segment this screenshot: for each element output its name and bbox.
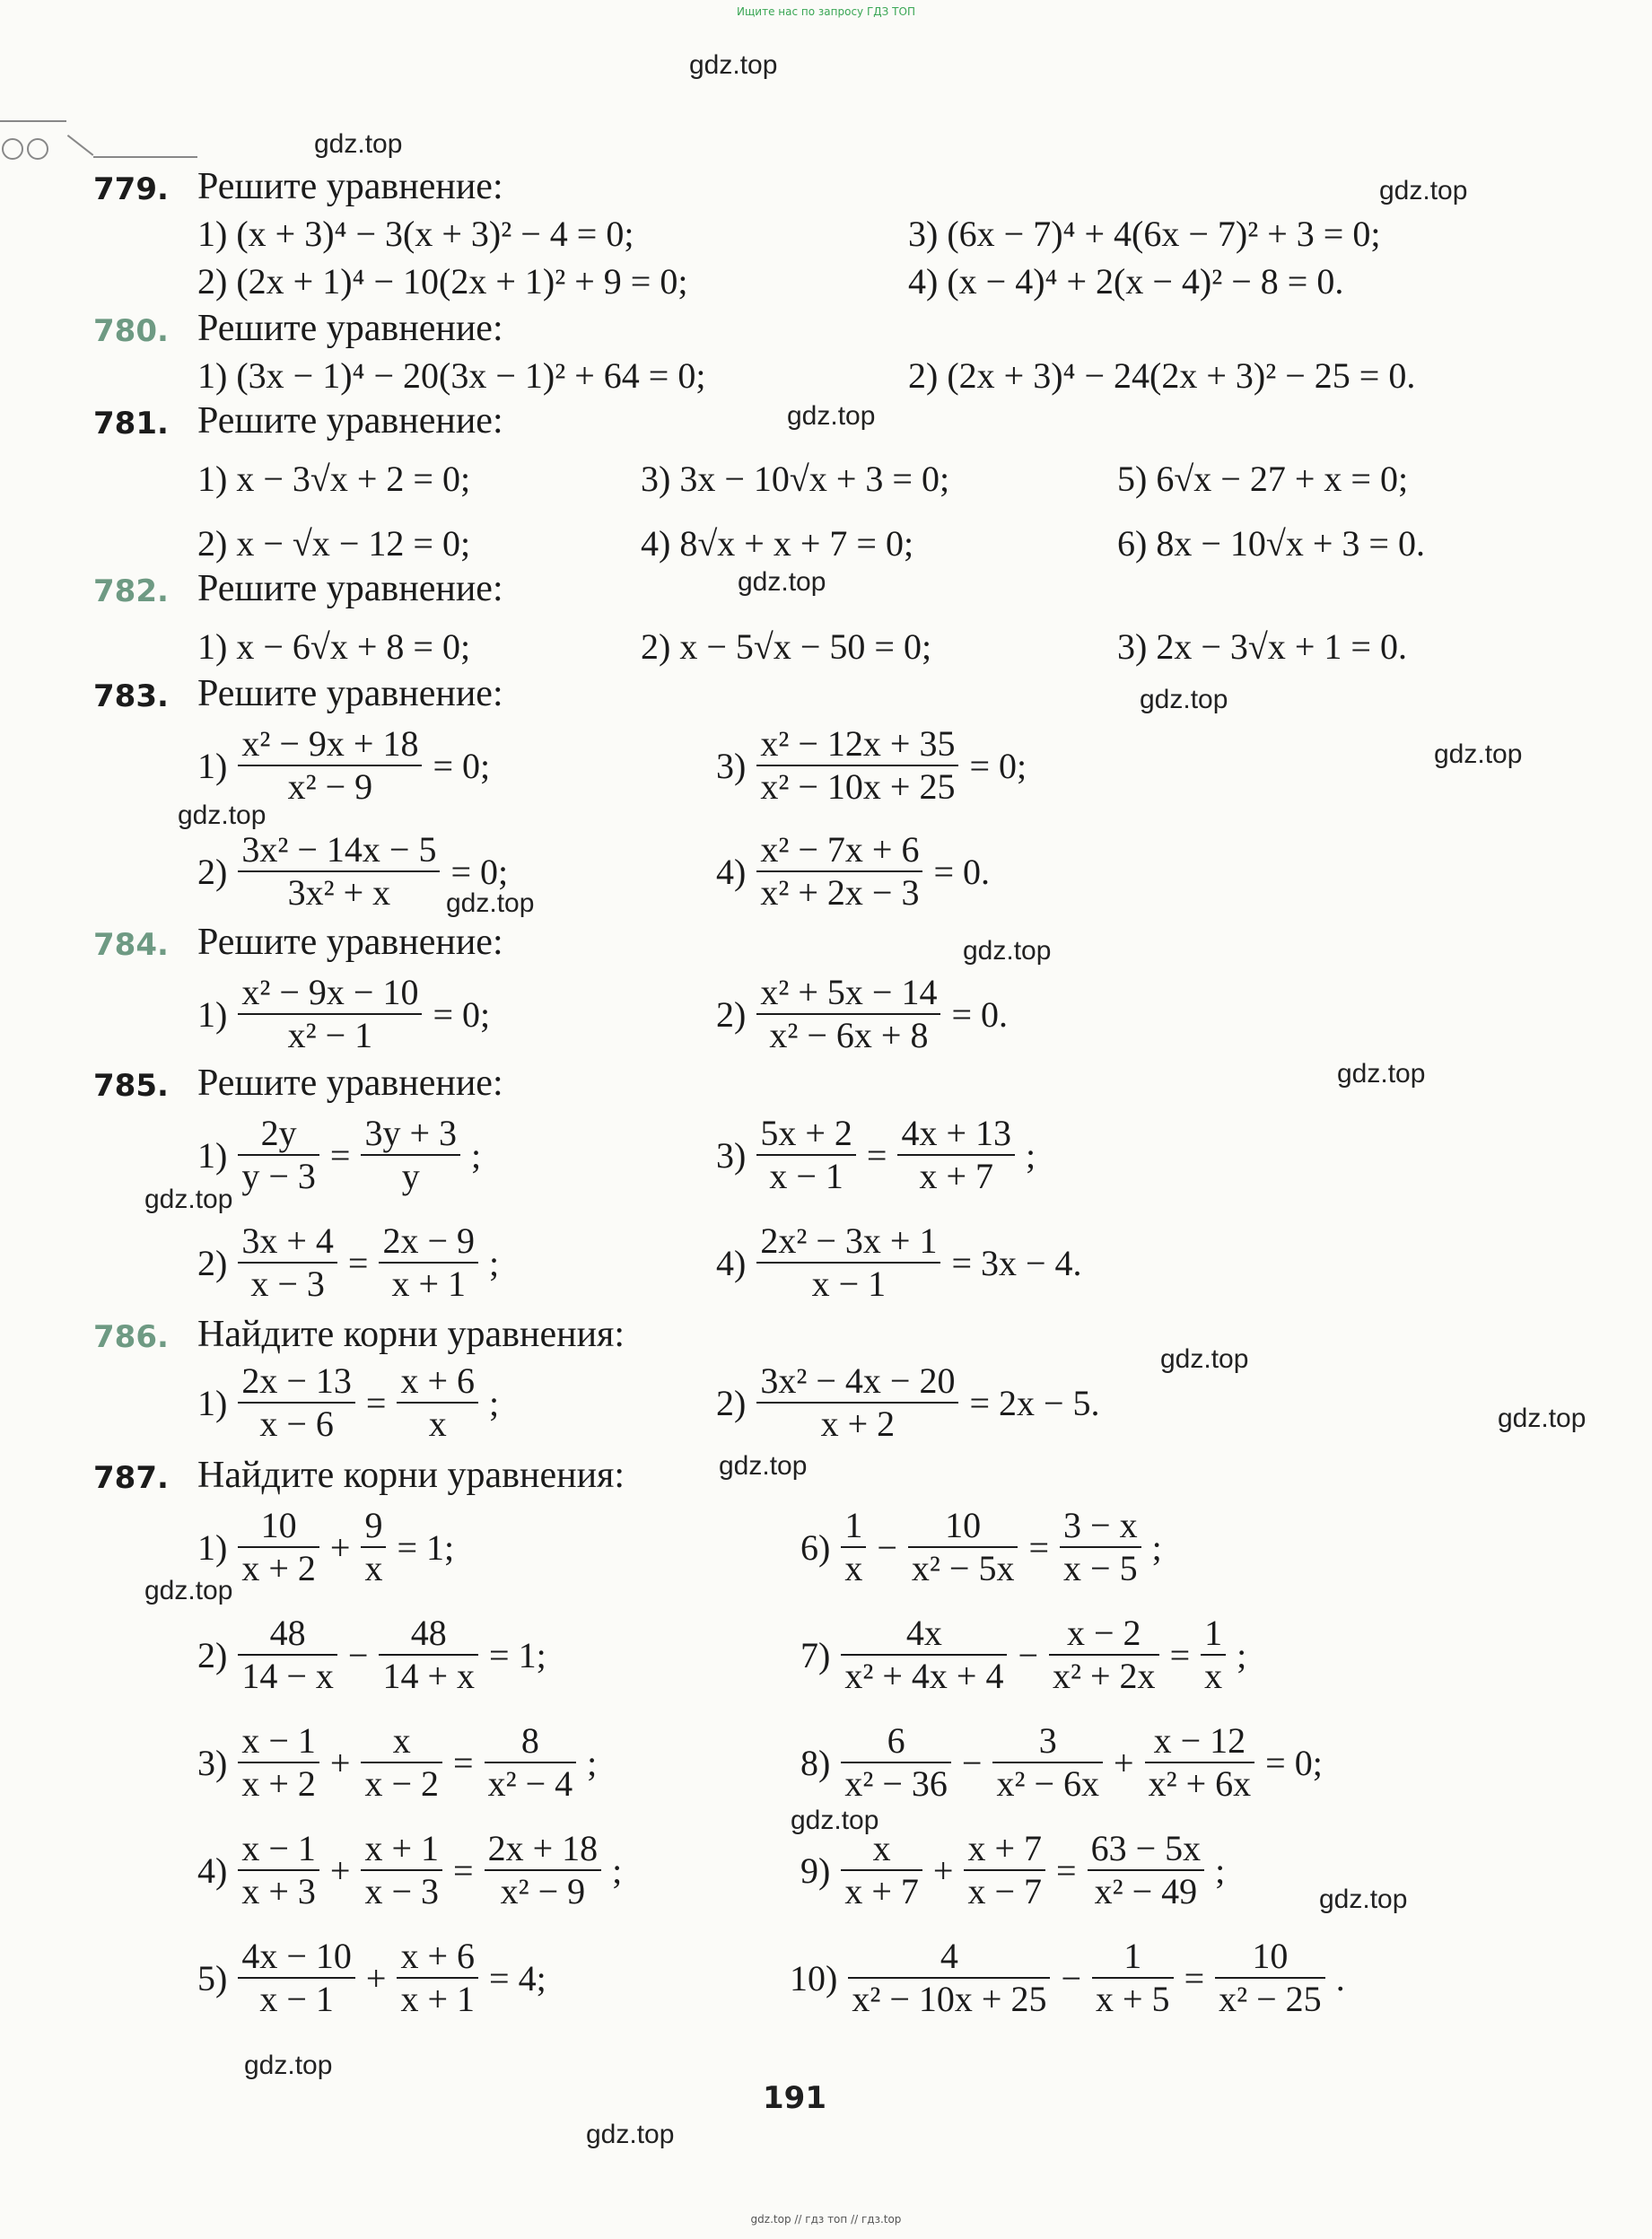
equation-tail: ; (471, 1134, 482, 1176)
fraction (361, 1113, 460, 1197)
operator: = (365, 1382, 387, 1423)
equation (192, 972, 495, 1056)
top-note: Ищите нас по запросу ГДЗ ТОП (737, 5, 915, 18)
problem-number: 779. (93, 171, 169, 207)
equation (192, 723, 495, 808)
problem-heading: Решите уравнение: (197, 922, 503, 963)
fraction-denominator: x + 2 (241, 1763, 316, 1804)
equation: 3) 3x − 10√x + 3 = 0; (641, 459, 950, 499)
equation-tail: ; (489, 1382, 500, 1423)
operator: + (329, 1742, 351, 1783)
fraction-denominator: x² − 1 (287, 1015, 373, 1055)
problem-heading: Решите уравнение: (197, 1063, 503, 1104)
fraction-denominator: x² − 36 (844, 1763, 948, 1804)
fraction-denominator: x² + 2x (1053, 1656, 1156, 1696)
item-label: 7) (800, 1634, 831, 1675)
problem-heading: Решите уравнение: (197, 308, 503, 349)
decor-circle (27, 138, 48, 160)
operator: + (365, 1957, 387, 1998)
operator: = (329, 1134, 351, 1176)
equation (711, 972, 1013, 1056)
fraction (756, 1220, 940, 1305)
equation-tail: = 0; (433, 745, 491, 786)
item-label: 1) (197, 745, 228, 786)
problem-number: 784. (93, 927, 169, 963)
item-label: 2) (716, 993, 747, 1035)
fraction-denominator: 14 + x (382, 1656, 476, 1696)
watermark: gdz.top (144, 1185, 233, 1214)
operator: = (866, 1134, 887, 1176)
fraction-denominator: x − 7 (967, 1871, 1043, 1911)
watermark: gdz.top (1140, 685, 1228, 714)
fraction-numerator: 1 (844, 1505, 863, 1545)
fraction-denominator: x − 5 (1063, 1548, 1138, 1588)
fraction-numerator: 9 (364, 1505, 383, 1545)
watermark: gdz.top (586, 2120, 675, 2149)
item-label: 1) (197, 1526, 228, 1568)
problem-number: 786. (93, 1319, 169, 1355)
fraction-numerator: x² + 5x − 14 (760, 972, 938, 1012)
equation (192, 829, 513, 914)
equation: 2) (2x + 3)⁴ − 24(2x + 3)² − 25 = 0. (908, 355, 1416, 396)
fraction (238, 972, 422, 1056)
fraction (238, 1613, 337, 1697)
equation: 2) x − √x − 12 = 0; (197, 523, 471, 564)
fraction-denominator: x + 2 (820, 1404, 896, 1444)
equation-tail: = 0; (433, 993, 491, 1035)
fraction-numerator: 2x − 9 (382, 1220, 476, 1261)
fraction-denominator: x − 6 (259, 1404, 334, 1444)
equation-tail: ; (489, 1242, 500, 1283)
fraction-denominator: x + 1 (400, 1979, 476, 2019)
operator: = (1184, 1957, 1205, 1998)
fraction (361, 1720, 442, 1805)
fraction-denominator: x + 7 (919, 1156, 994, 1196)
equation (711, 829, 995, 914)
watermark: gdz.top (1379, 176, 1468, 206)
equation-tail: . (1335, 1957, 1345, 1998)
fraction-numerator: 1 (1123, 1936, 1142, 1976)
fraction (841, 1505, 866, 1589)
fraction (1215, 1936, 1325, 2020)
equation: 4) 8√x + x + 7 = 0; (641, 523, 914, 564)
fraction-denominator: x² + 2x − 3 (760, 872, 920, 913)
fraction-denominator: x − 1 (259, 1979, 334, 2019)
fraction-denominator: x² − 25 (1219, 1979, 1322, 2019)
problem-number: 787. (93, 1460, 169, 1496)
fraction (1092, 1936, 1174, 2020)
equation (711, 1360, 1106, 1445)
operator: − (1061, 1957, 1081, 1998)
equation-tail: = 3x − 4. (951, 1242, 1082, 1283)
equation-tail: ; (1026, 1134, 1036, 1176)
fraction-numerator: 10 (260, 1505, 297, 1545)
fraction (485, 1828, 602, 1912)
fraction-denominator: x + 1 (391, 1264, 467, 1304)
operator: + (329, 1850, 351, 1891)
watermark: gdz.top (178, 800, 267, 830)
fraction-numerator: 48 (410, 1613, 447, 1653)
fraction-denominator: x + 2 (241, 1548, 316, 1588)
fraction-denominator: 3x² + x (287, 872, 391, 913)
fraction-numerator: 2x² − 3x + 1 (760, 1220, 938, 1261)
fraction-numerator: x − 1 (241, 1828, 316, 1868)
fraction (1049, 1613, 1159, 1697)
watermark: gdz.top (314, 129, 403, 159)
equation: 1) (x + 3)⁴ − 3(x + 3)² − 4 = 0; (197, 214, 634, 254)
watermark: gdz.top (144, 1576, 233, 1605)
fraction-denominator: x² + 4x + 4 (844, 1656, 1004, 1696)
fraction-denominator: x² − 10x + 25 (760, 766, 956, 807)
item-label: 8) (800, 1742, 831, 1783)
equation-tail: = 2x − 5. (969, 1382, 1100, 1423)
equation (192, 1360, 504, 1445)
fraction-numerator: 3x² − 14x − 5 (241, 829, 437, 870)
fraction (379, 1220, 478, 1305)
equation-tail: = 1; (489, 1634, 546, 1675)
fraction (238, 1720, 319, 1805)
fraction-numerator: 2y (260, 1113, 297, 1153)
fraction-denominator: x² + 6x (1148, 1763, 1252, 1804)
problem-heading: Решите уравнение: (197, 673, 503, 714)
fraction-denominator: x + 3 (241, 1871, 316, 1911)
fraction-denominator: x² − 49 (1094, 1871, 1198, 1911)
fraction-denominator: x − 3 (250, 1264, 325, 1304)
fraction-denominator: x − 1 (811, 1264, 887, 1304)
fraction (841, 1613, 1007, 1697)
equation: 6) 8x − 10√x + 3 = 0. (1117, 523, 1425, 564)
watermark: gdz.top (719, 1451, 808, 1481)
equation: 1) (3x − 1)⁴ − 20(3x − 1)² + 64 = 0; (197, 355, 706, 396)
watermark: gdz.top (1337, 1059, 1426, 1089)
fraction-numerator: x − 1 (241, 1720, 316, 1761)
fraction (756, 1360, 958, 1445)
fraction (756, 972, 940, 1056)
equation: 1) x − 3√x + 2 = 0; (197, 459, 471, 499)
fraction-denominator: x² − 6x (996, 1763, 1100, 1804)
fraction-denominator: 14 − x (241, 1656, 334, 1696)
fraction-numerator: 63 − 5x (1090, 1828, 1202, 1868)
equation (192, 1505, 459, 1589)
equation (795, 1613, 1252, 1697)
problem-number: 785. (93, 1068, 169, 1104)
fraction-numerator: x² − 7x + 6 (760, 829, 920, 870)
fraction (1145, 1720, 1255, 1805)
operator: = (1028, 1526, 1050, 1568)
watermark: gdz.top (1319, 1885, 1408, 1914)
operator: = (453, 1742, 474, 1783)
fraction-numerator: x + 1 (364, 1828, 440, 1868)
fraction-numerator: x + 7 (967, 1828, 1043, 1868)
equation (192, 1220, 504, 1305)
equation (192, 1720, 602, 1805)
fraction-numerator: x + 6 (400, 1360, 476, 1401)
equation-tail: = 1; (397, 1526, 455, 1568)
fraction (238, 829, 440, 914)
fraction-numerator: x − 12 (1153, 1720, 1246, 1761)
fraction (361, 1505, 386, 1589)
fraction-numerator: x² − 12x + 35 (760, 723, 956, 764)
fraction-numerator: 1 (1204, 1613, 1223, 1653)
fraction (1088, 1828, 1205, 1912)
equation-tail: ; (612, 1850, 623, 1891)
fraction (238, 1220, 337, 1305)
equation (711, 1113, 1041, 1197)
item-label: 2) (197, 1634, 228, 1675)
fraction (485, 1720, 577, 1805)
equation: 3) 2x − 3√x + 1 = 0. (1117, 626, 1407, 667)
fraction (238, 1113, 319, 1197)
item-label: 4) (197, 1850, 228, 1891)
decor-line (93, 156, 197, 158)
fraction-denominator: x (844, 1548, 863, 1588)
fraction (397, 1360, 478, 1445)
equation-tail: ; (1237, 1634, 1247, 1675)
problem-heading: Решите уравнение: (197, 166, 503, 207)
decor-circle (2, 138, 23, 160)
operator: + (329, 1526, 351, 1568)
fraction-numerator: 4x − 10 (241, 1936, 352, 1976)
operator: = (453, 1850, 474, 1891)
fraction (361, 1828, 442, 1912)
equation: 1) x − 6√x + 8 = 0; (197, 626, 471, 667)
equation (784, 1936, 1350, 2020)
fraction-numerator: 4 (940, 1936, 958, 1976)
fraction (756, 1113, 856, 1197)
fraction-numerator: x (392, 1720, 411, 1761)
fraction-denominator: x (428, 1404, 447, 1444)
fraction-denominator: x + 5 (1096, 1979, 1170, 2019)
fraction-denominator: x − 2 (364, 1763, 440, 1804)
equation-tail: ; (1215, 1850, 1226, 1891)
operator: = (347, 1242, 369, 1283)
fraction (397, 1936, 478, 2020)
watermark: gdz.top (963, 936, 1052, 966)
equation: 3) (6x − 7)⁴ + 4(6x − 7)² + 3 = 0; (908, 214, 1381, 254)
item-label: 1) (197, 1134, 228, 1176)
fraction-denominator: y − 3 (241, 1156, 316, 1196)
fraction-denominator: x (364, 1548, 383, 1588)
problem-heading: Решите уравнение: (197, 568, 503, 609)
fraction (897, 1113, 1015, 1197)
fraction (992, 1720, 1103, 1805)
fraction (238, 1505, 319, 1589)
item-label: 2) (716, 1382, 747, 1423)
decor-line (0, 120, 66, 122)
fraction (1060, 1505, 1141, 1589)
item-label: 10) (790, 1957, 838, 1998)
watermark: gdz.top (1160, 1344, 1249, 1374)
page-number: 191 (763, 2080, 826, 2116)
operator: − (961, 1742, 983, 1783)
equation (711, 723, 1032, 808)
item-label: 3) (197, 1742, 228, 1783)
fraction (756, 723, 958, 808)
item-label: 4) (716, 851, 747, 892)
equation: 4) (x − 4)⁴ + 2(x − 4)² − 8 = 0. (908, 261, 1344, 302)
problem-number: 781. (93, 406, 169, 442)
fraction-numerator: 2x − 13 (241, 1360, 352, 1401)
watermark: gdz.top (791, 1806, 879, 1835)
fraction-numerator: 8 (520, 1720, 539, 1761)
equation (795, 1505, 1167, 1589)
fraction-numerator: 48 (269, 1613, 306, 1653)
operator: − (1018, 1634, 1038, 1675)
fraction-numerator: x² − 9x + 18 (241, 723, 419, 764)
watermark: gdz.top (244, 2051, 333, 2080)
fraction (841, 1720, 951, 1805)
fraction-denominator: x − 3 (364, 1871, 440, 1911)
fraction-numerator: 3x + 4 (241, 1220, 334, 1261)
fraction-denominator: y (401, 1156, 420, 1196)
fraction (841, 1828, 922, 1912)
equation (192, 1936, 552, 2020)
fraction-numerator: 4x (905, 1613, 942, 1653)
fraction (848, 1936, 1050, 2020)
equation: 2) x − 5√x − 50 = 0; (641, 626, 932, 667)
item-label: 1) (197, 993, 228, 1035)
equation (192, 1613, 552, 1697)
item-label: 6) (800, 1526, 831, 1568)
equation: 5) 6√x − 27 + x = 0; (1117, 459, 1409, 499)
fraction-denominator: x² − 5x (911, 1548, 1015, 1588)
item-label: 3) (716, 1134, 747, 1176)
bottom-note: gdz.top // гдз топ // гдз.top (750, 2213, 902, 2226)
fraction-numerator: 10 (945, 1505, 982, 1545)
fraction (379, 1613, 478, 1697)
operator: + (932, 1850, 954, 1891)
problem-heading: Найдите корни уравнения: (197, 1314, 625, 1355)
fraction-denominator: x² − 9 (500, 1871, 586, 1911)
operator: = (1169, 1634, 1191, 1675)
fraction-denominator: x² − 4 (487, 1763, 573, 1804)
equation-tail: = 0; (450, 851, 509, 892)
problem-heading: Найдите корни уравнения: (197, 1455, 625, 1496)
fraction-numerator: 3y + 3 (364, 1113, 458, 1153)
item-label: 5) (197, 1957, 228, 1998)
fraction (1201, 1613, 1226, 1697)
equation (192, 1113, 486, 1197)
equation (795, 1720, 1328, 1805)
watermark: gdz.top (738, 567, 826, 597)
fraction (238, 1936, 355, 2020)
equation-tail: = 0; (1265, 1742, 1323, 1783)
fraction-numerator: x (872, 1828, 891, 1868)
fraction-numerator: 3 − x (1063, 1505, 1138, 1545)
watermark: gdz.top (787, 401, 876, 431)
problem-heading: Решите уравнение: (197, 400, 503, 442)
fraction-numerator: 4x + 13 (901, 1113, 1012, 1153)
watermark: gdz.top (689, 50, 778, 80)
fraction-numerator: 5x + 2 (760, 1113, 852, 1153)
fraction-numerator: 6 (887, 1720, 905, 1761)
watermark: gdz.top (446, 888, 535, 918)
operator: + (1114, 1742, 1134, 1783)
equation-tail: ; (1151, 1526, 1162, 1568)
item-label: 9) (800, 1850, 831, 1891)
fraction-numerator: x + 6 (400, 1936, 476, 1976)
fraction-numerator: 2x + 18 (487, 1828, 599, 1868)
equation-tail: = 0. (951, 993, 1008, 1035)
fraction-denominator: x − 1 (769, 1156, 843, 1196)
watermark: gdz.top (1434, 739, 1523, 769)
fraction-numerator: 3x² − 4x − 20 (760, 1360, 956, 1401)
equation-tail: = 4; (489, 1957, 546, 1998)
decor-line (67, 135, 94, 156)
equation-tail: = 0; (969, 745, 1027, 786)
item-label: 4) (716, 1242, 747, 1283)
fraction-numerator: x² − 9x − 10 (241, 972, 419, 1012)
item-label: 2) (197, 851, 228, 892)
equation-tail: ; (587, 1742, 598, 1783)
equation (192, 1828, 627, 1912)
equation: 2) (2x + 1)⁴ − 10(2x + 1)² + 9 = 0; (197, 261, 688, 302)
operator: = (1056, 1850, 1077, 1891)
operator: − (877, 1526, 897, 1568)
item-label: 1) (197, 1382, 228, 1423)
watermark: gdz.top (1498, 1404, 1586, 1433)
problem-number: 782. (93, 573, 169, 609)
problem-number: 783. (93, 678, 169, 714)
fraction-denominator: x + 7 (844, 1871, 919, 1911)
fraction-denominator: x (1204, 1656, 1223, 1696)
equation-tail: = 0. (933, 851, 990, 892)
problem-number: 780. (93, 313, 169, 349)
fraction-denominator: x² − 10x + 25 (852, 1979, 1047, 2019)
fraction (756, 829, 922, 914)
fraction-numerator: 10 (1252, 1936, 1289, 1976)
fraction (964, 1828, 1045, 1912)
fraction (238, 1828, 319, 1912)
equation (795, 1828, 1230, 1912)
fraction (238, 723, 422, 808)
fraction-numerator: x − 2 (1067, 1613, 1141, 1653)
operator: − (347, 1634, 369, 1675)
equation (711, 1220, 1088, 1305)
item-label: 3) (716, 745, 747, 786)
item-label: 2) (197, 1242, 228, 1283)
fraction (238, 1360, 355, 1445)
fraction (908, 1505, 1018, 1589)
fraction-numerator: 3 (1038, 1720, 1057, 1761)
fraction-denominator: x² − 9 (287, 766, 373, 807)
fraction-denominator: x² − 6x + 8 (769, 1015, 929, 1055)
